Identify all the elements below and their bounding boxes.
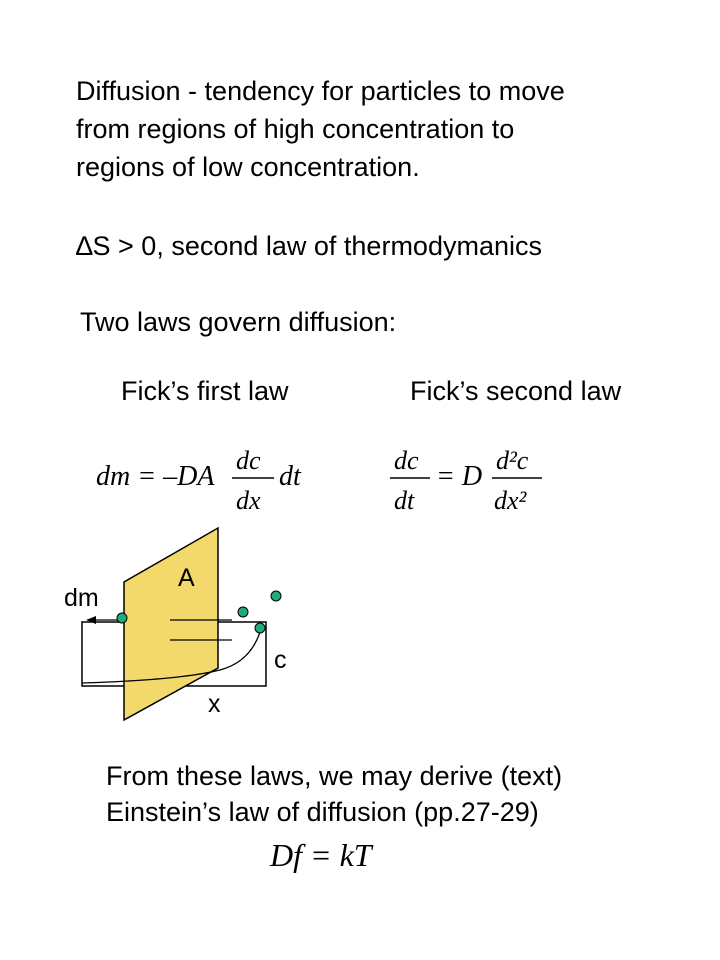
definition-line: regions of low concentration. [76,152,420,182]
x-axis-label: x [208,690,221,718]
particle [238,607,248,617]
eq2-den: dt [394,486,415,515]
laws-heading: Two laws govern diffusion: [80,307,397,337]
flux-label: dm [64,584,99,612]
eq2-eq: = D [436,461,483,492]
particle [255,623,265,633]
ficks-first-law-equation [96,447,326,527]
eq1-lhs: dm = –DA [96,461,215,492]
eq2-frac-den: dx² [494,486,527,515]
concentration-label: c [274,646,287,674]
area-label: A [178,564,195,592]
derivation-line: From these laws, we may derive (text) [106,761,563,791]
ficks-first-law-label: Fick’s first law [121,376,289,406]
particle [271,591,281,601]
diffusion-diagram [60,520,300,730]
definition-line: from regions of high concentration to [76,114,515,144]
particle [117,613,127,623]
definition-line: Diffusion - tendency for particles to move [76,76,565,106]
eq2-num: dc [394,447,419,475]
derivation-text [106,758,562,830]
definition-text [76,72,565,186]
derivation-line: Einstein’s law of diffusion (pp.27-29) [106,797,539,827]
einstein-equation: Df = kT [270,837,372,873]
area-plane [124,528,218,720]
eq1-frac-num: dc [236,447,261,475]
ficks-second-law-label: Fick’s second law [410,376,622,406]
eq1-frac-den: dx [236,486,261,515]
entropy-statement: ∆S > 0, second law of thermodymanics [76,231,542,261]
flux-arrow-head [86,616,96,624]
ficks-second-law-equation [390,447,560,527]
eq1-tail: dt [279,461,301,492]
eq2-frac-num: d²c [496,447,529,475]
